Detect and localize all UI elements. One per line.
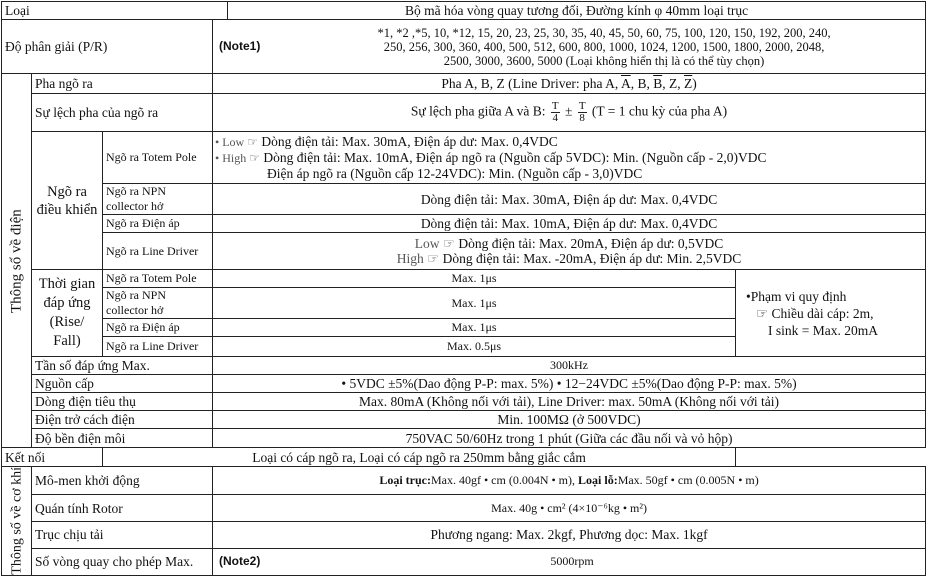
row-control-voltage <box>2 215 926 233</box>
row-connection <box>2 448 926 467</box>
totem-label: Ngõ ra Totem Pole <box>103 132 213 184</box>
output-phase-a-bar: $\overline{A}$ <box>620 76 631 91</box>
response-label-1: Ngõ ra NPN collector hở <box>103 288 213 319</box>
phase-diff-fraction-1 <box>551 101 560 124</box>
line-driver-high-value: Dòng điện tải: Max. -20mA, Điện áp dư: Min. 2,5VDC <box>442 251 742 266</box>
response-label-3: Ngõ ra Line Driver <box>103 337 213 357</box>
insulation-label: Điện trở cách điện <box>32 411 213 429</box>
fraction-1-numerator: T <box>551 100 559 112</box>
response-value-1: Max. 1μs <box>213 288 736 319</box>
totem-high-tag: • High ☞ <box>215 151 260 165</box>
response-condition <box>736 270 926 357</box>
max-rpm-value: 5000rpm <box>550 554 594 569</box>
torque-shaft-label: Loại trục: <box>379 473 431 488</box>
output-phase-z-bar: $\overline{Z}$ <box>683 76 693 91</box>
type-value: Bộ mã hóa vòng quay tương đối, Đường kính φ 40mm loại trục <box>228 2 926 20</box>
max-rpm-cell <box>213 548 926 575</box>
fraction-2-numerator: T <box>578 100 586 112</box>
inertia-label: Quán tính Rotor <box>32 495 213 522</box>
row-phase-diff <box>2 94 926 132</box>
row-power <box>2 375 926 393</box>
phase-diff-prefix: Sự lệch pha giữa A và B: <box>410 103 546 119</box>
output-phase-prefix: Pha A, B, Z (Line Driver: pha A, <box>441 76 621 91</box>
shaft-load-value: Phương ngang: Max. 2kgf, Phương dọc: Max. 1kgf <box>213 522 926 549</box>
row-max-freq <box>2 357 926 375</box>
response-condition-line2: I sink = Max. 20mA <box>768 322 879 338</box>
current-value: Max. 80mA (Không nối với tải), Line Driver: max. 50mA (Không nối với tải) <box>213 393 926 411</box>
line-driver-value <box>213 233 926 270</box>
spec-table <box>1 1 926 576</box>
max-rpm-note: (Note2) <box>219 554 261 569</box>
max-freq-label: Tần số đáp ứng Max. <box>32 357 213 375</box>
insulation-value: Min. 100MΩ (ở 500VDC) <box>213 411 926 429</box>
totem-high-value-2: Điện áp ngõ ra (Nguồn cấp 12-24VDC): Min. (Nguồn cấp - 3,0)VDC <box>267 166 643 181</box>
dielectric-value: 750VAC 50/60Hz trong 1 phút (Giữa các đầu nối và vỏ hộp) <box>213 429 926 448</box>
response-label-2: Ngõ ra Điện áp <box>103 319 213 337</box>
inertia-value: Max. 40g • cm² (4×10⁻⁶kg • m²) <box>213 495 926 522</box>
response-condition-title: •Phạm vi quy định <box>746 288 847 304</box>
mechanical-group-label: Thông số về cơ khí <box>2 467 32 576</box>
phase-diff-label: Sự lệch pha của ngõ ra <box>32 94 213 132</box>
phase-diff-fraction-2 <box>578 101 587 124</box>
output-phase-b-bar: $\overline{B}$ <box>653 76 663 91</box>
control-output-label: Ngõ ra điều khiển <box>32 132 103 270</box>
row-control-line-driver <box>2 233 926 270</box>
connection-label: Kết nối <box>2 448 103 467</box>
row-dielectric <box>2 429 926 448</box>
plus-minus: ± <box>565 103 573 119</box>
row-response-totem <box>2 270 926 288</box>
dielectric-label: Độ bền điện môi <box>32 429 213 448</box>
row-type <box>2 2 926 20</box>
voltage-label: Ngõ ra Điện áp <box>103 215 213 233</box>
power-label: Nguồn cấp <box>32 375 213 393</box>
resolution-values <box>283 26 925 68</box>
totem-high-value: Dòng điện tải: Max. 10mA, Điện áp ngõ ra (Nguồn cấp 5VDC): Min. (Nguồn cấp - 2,0)VDC <box>263 150 767 165</box>
row-output-phase <box>2 74 926 94</box>
totem-value <box>213 132 926 184</box>
row-max-rpm <box>2 548 926 575</box>
output-phase-suffix: ) <box>692 76 697 91</box>
max-freq-value: 300kHz <box>213 357 926 375</box>
row-resolution <box>2 20 926 74</box>
output-phase-sep1: , B, <box>630 76 654 91</box>
row-shaft-load <box>2 522 926 549</box>
response-label-0: Ngõ ra Totem Pole <box>103 270 213 288</box>
totem-low-tag: • Low ☞ <box>215 135 258 149</box>
voltage-value: Dòng điện tải: Max. 10mA, Điện áp dư: Max. 0,4VDC <box>213 215 926 233</box>
response-value-2: Max. 1μs <box>213 319 736 337</box>
phase-diff-suffix: (T = 1 chu kỳ của pha A) <box>591 103 728 119</box>
shaft-load-label: Trục chịu tải <box>32 522 213 549</box>
response-value-0: Max. 1μs <box>213 270 736 288</box>
torque-label: Mô-men khởi động <box>32 467 213 495</box>
output-phase-label: Pha ngõ ra <box>32 74 213 94</box>
electrical-group-label: Thông số về điện <box>2 74 32 448</box>
response-value-3: Max. 0.5μs <box>213 337 736 357</box>
line-driver-high-tag: High ☞ <box>396 251 440 266</box>
type-label: Loại <box>2 2 228 20</box>
row-torque <box>2 467 926 495</box>
torque-hollow-label: Loại lỗ: <box>578 473 618 488</box>
power-value: • 5VDC ±5%(Dao động P-P: max. 5%) • 12−24VDC ±5%(Dao động P-P: max. 5%) <box>213 375 926 393</box>
npn-label: Ngõ ra NPN collector hở <box>103 184 213 215</box>
max-rpm-label: Số vòng quay cho phép Max. <box>32 548 213 575</box>
line-driver-low-tag: Low ☞ <box>414 236 455 251</box>
row-inertia <box>2 495 926 522</box>
row-insulation <box>2 411 926 429</box>
phase-diff-value <box>213 94 926 132</box>
output-phase-value <box>213 74 926 94</box>
torque-value <box>213 467 926 495</box>
row-current <box>2 393 926 411</box>
fraction-1-denominator: 4 <box>552 112 559 124</box>
resolution-note: (Note1) <box>219 39 261 53</box>
resolution-values-line2: 250, 256, 300, 360, 400, 500, 512, 600, 800, 1000, 1024, 1200, 1500, 1800, 2000, 2048, <box>383 39 825 54</box>
fraction-2-denominator: 8 <box>579 112 585 124</box>
output-phase-sep2: , Z, <box>662 76 684 91</box>
line-driver-low-value: Dòng điện tải: Max. 20mA, Điện áp dư: 0,5VDC <box>458 236 724 251</box>
resolution-cell <box>213 20 926 74</box>
torque-hollow-value: Max. 50gf • cm (0.005N • m) <box>617 473 759 488</box>
current-label: Dòng điện tiêu thụ <box>32 393 213 411</box>
connection-value: Loại có cáp ngõ ra, Loại có cáp ngõ ra 250mm bằng giắc cắm <box>103 448 736 467</box>
totem-low-value: Dòng điện tải: Max. 30mA, Điện áp dư: Max. 0,4VDC <box>261 134 558 149</box>
torque-shaft-value: Max. 40gf • cm (0.004N • m), <box>430 473 576 488</box>
resolution-label: Độ phân giải (P/R) <box>2 20 213 74</box>
line-driver-label: Ngõ ra Line Driver <box>103 233 213 270</box>
row-control-npn <box>2 184 926 215</box>
row-control-totem <box>2 132 926 184</box>
resolution-values-line3: 2500, 3000, 3600, 5000 (Loại không hiển thị là có thể tùy chọn) <box>443 53 765 68</box>
npn-value: Dòng điện tải: Max. 30mA, Điện áp dư: Max. 0,4VDC <box>213 184 926 215</box>
response-condition-line1: ☞ Chiều dài cáp: 2m, <box>756 305 874 321</box>
response-time-label: Thời gian đáp ứng (Rise/ Fall) <box>32 270 103 357</box>
resolution-values-line1: *1, *2 ,*5, 10, *12, 15, 20, 23, 25, 30, 35, 40, 45, 50, 60, 75, 100, 120, 150, 192, 200, 240, <box>377 25 831 40</box>
